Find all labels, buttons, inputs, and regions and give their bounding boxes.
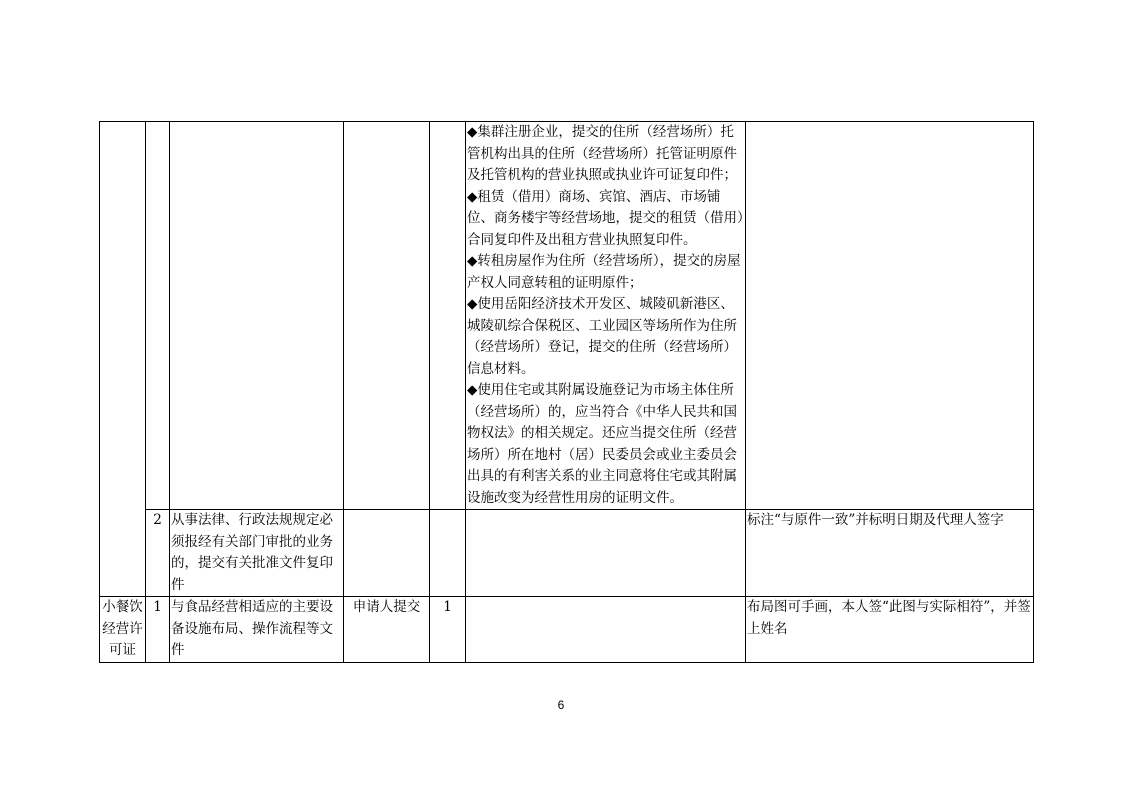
category-cell [100,122,146,597]
index-cell: 2 [146,510,170,597]
requirement-item: ◆转租房屋作为住所（经营场所），提交的房屋产权人同意转租的证明原件； [467,253,741,291]
note-cell: 布局图可手画，本人签“此图与实际相符”，并签上姓名 [746,597,1034,663]
index-cell [146,122,170,510]
materials-table [99,121,1034,663]
material-name-cell [170,122,344,510]
requirements-cell [466,122,746,510]
requirement-item: ◆租赁（借用）商场、宾馆、酒店、市场铺位、商务楼宇等经营场地，提交的租赁（借用）合同复印件及出租方营业执照复印件。 [467,188,744,248]
count-cell [430,122,466,510]
page-number: 6 [557,698,565,712]
table-row [100,597,1034,663]
requirements-cell [466,510,746,597]
source-cell [344,510,430,597]
category-cell: 小餐饮经营许可证 [100,597,146,663]
index-cell: 1 [146,597,170,663]
table-row [100,510,1034,597]
requirements-cell [466,597,746,663]
source-cell: 申请人提交 [344,597,430,663]
table-row [100,122,1034,510]
material-name-cell: 从事法律、行政法规规定必须报经有关部门审批的业务的，提交有关批准文件复印件 [170,510,344,597]
source-cell [344,122,430,510]
count-cell: 1 [430,597,466,663]
requirement-item: ◆集群注册企业，提交的住所（经营场所）托管机构出具的住所（经营场所）托管证明原件及托管机构的营业执照或执业许可证复印件； [467,124,737,183]
note-cell [746,122,1034,510]
note-cell: 标注“与原件一致”并标明日期及代理人签字 [746,510,1034,597]
count-cell [430,510,466,597]
requirement-item: ◆使用住宅或其附属设施登记为市场主体住所（经营场所）的，应当符合《中华人民共和国物权法》的相关规定。还应当提交住所（经营场所）所在地村（居）民委员会或业主委员会出具的有利害关系的业主同意将住宅或其附属设施改变为经营性用房的证明文件。 [467,382,737,506]
requirement-item: ◆使用岳阳经济技术开发区、城陵矶新港区、城陵矶综合保税区、工业园区等场所作为住所（经营场所）登记，提交的住所（经营场所）信息材料。 [467,296,737,377]
material-name-cell: 与食品经营相适应的主要设备设施布局、操作流程等文件 [170,597,344,663]
